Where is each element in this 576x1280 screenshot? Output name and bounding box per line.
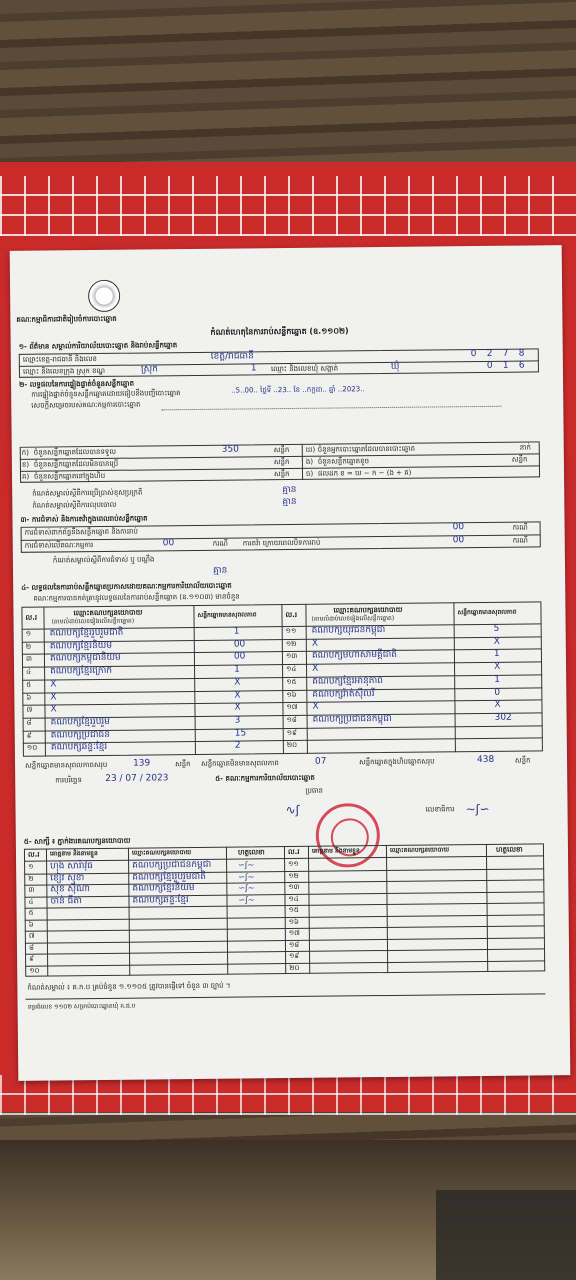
result-row-votes: X <box>494 699 501 711</box>
sec3-row1-value: 00 <box>452 522 465 533</box>
sec3-row1-unit: ករណី <box>512 523 528 532</box>
witness-name: ចាន់ ធីតា <box>50 895 82 907</box>
witness-row-no: ១៤ <box>288 894 299 903</box>
date-value: 23 / 07 / 2023 <box>105 773 169 784</box>
col-party-right: ឈ្មោះគណបក្សនយោបាយ <box>333 605 403 615</box>
result-row-no: ១ <box>25 629 32 638</box>
witness-row-no: ១ <box>28 862 34 871</box>
result-row-votes: 5 <box>493 623 500 634</box>
result-row-votes: X <box>493 636 501 647</box>
divider <box>26 993 546 999</box>
sec2-note1: កំណត់សម្គាល់ស្ដីពីការប្រើប្រាស់ខុសប្រក្រតី <box>32 488 143 498</box>
sec2-line2: សេចក្ដីសម្រេចរបស់គណៈកម្មការបោះឆ្នោត <box>31 400 141 410</box>
sec3-note: កំណត់សម្គាល់ស្ដីពីការជំទាស់ ឬ បណ្ដឹង <box>52 555 155 565</box>
result-row-no: ១២ <box>285 639 297 648</box>
result-row-no: ៤ <box>26 667 32 676</box>
total-valid-value: 139 <box>132 758 151 769</box>
w-col-sign-left: ហត្ថលេខា <box>237 848 265 857</box>
witness-row-no: ៦ <box>28 920 34 929</box>
sec2-row1-unit2: នាក់ <box>519 443 531 452</box>
w-col-party-left: ឈ្មោះគណបក្សនយោបាយ <box>131 849 192 857</box>
secretary-label: លេខាធិការ <box>425 805 455 814</box>
result-row-no: ១១ <box>285 626 297 636</box>
commune-label: ឈ្មោះ និងលេខឃុំ សង្កាត់ <box>270 364 339 374</box>
witness-name: សុខ ស៊ីណា <box>50 884 90 895</box>
cloth-pattern-top <box>0 176 576 236</box>
sec3-note-value: គ្មាន <box>212 565 228 576</box>
result-row-party: គណបក្សប្រជាជនកម្ពុជា <box>312 713 392 725</box>
corner-object <box>436 1190 576 1280</box>
sec2-row3-label: ចំនួនសន្លឹកឆ្នោតនៅក្នុងហិប <box>33 471 106 481</box>
sec3-row2-unit: ករណី <box>212 539 229 548</box>
invalid-value: 07 <box>314 756 327 767</box>
witness-row-no: ១០ <box>29 966 40 975</box>
sec2-row2-key2: ង) <box>305 457 314 466</box>
result-row-party: គណបក្សខ្មែររួបរួម <box>50 716 111 728</box>
sec2-heading: ២- លទ្ធផលនៃការផ្ទៀងផ្ទាត់ចំនួនសន្លឹកឆ្នោត <box>19 379 135 389</box>
result-row-no: ១០ <box>26 743 38 753</box>
district-number: 1 <box>250 363 257 374</box>
w-col-party-right: ឈ្មោះគណបក្សនយោបាយ <box>389 846 450 854</box>
result-row-party: គណបក្សខ្មែរនិយម <box>49 640 113 652</box>
witness-party: គណបក្សខ្មែរនិយម <box>132 883 195 894</box>
w-col-sign-right: ហត្ថលេខា <box>495 845 523 854</box>
result-row-no: ៨ <box>26 718 32 727</box>
sec4-heading: ៤- លទ្ធផលនៃការរាប់សន្លឹកឆ្នោតប្រកាសដោយគណៈកម្មការការិយាល័យបោះឆ្នោត <box>21 581 232 592</box>
secretary-signature: ~ʃ∽ <box>465 801 490 817</box>
result-row-no: ១៨ <box>286 715 297 724</box>
sec2-row1-label2: ចំនួនអ្នកបោះឆ្នោតដែលបានបោះឆ្នោត <box>317 444 416 454</box>
witness-row-no: ៥ <box>28 908 34 917</box>
sum-unit: សន្លឹក <box>514 756 531 765</box>
result-row-party: គណបក្សមហាសាមគ្គីជាតិ <box>311 650 398 662</box>
result-row-votes: X <box>234 677 241 688</box>
witness-row-no: ១៧ <box>288 928 300 938</box>
witness-row-no: ៣ <box>28 885 35 894</box>
result-row-votes: 3 <box>234 715 241 726</box>
sec2-row1-unit: សន្លឹក <box>273 445 290 455</box>
col-votes-left: សន្លឹកឆ្នោតមានសុពលភាព <box>197 611 257 619</box>
result-row-votes: 1 <box>234 664 240 675</box>
witness-row-no: ២ <box>28 874 34 883</box>
province-code-1: 0 <box>470 349 477 360</box>
commission-sign-label: ៥- គណៈកម្មការការិយាល័យបោះឆ្នោត <box>215 773 315 783</box>
sec2-row2-unit: សន្លឹក <box>273 457 290 467</box>
witness-name: ហុង សារ៉ាវុធ <box>50 861 94 872</box>
col-votes-right: សន្លឹកឆ្នោតមានសុពលភាព <box>457 608 517 617</box>
result-row-party: X <box>312 701 319 712</box>
sec2-row2-key: ខ) <box>21 460 30 469</box>
province-label: ឈ្មោះខេត្ត-រាជធានី និងលេខ <box>22 355 97 364</box>
result-row-no: ១៧ <box>286 703 298 712</box>
witness-name: ខៀវ សុខា <box>50 872 85 884</box>
sec3-row2-mid: ការតវ៉ា ក្រោយពេលបិទការរាប់ <box>242 538 321 548</box>
nec-logo-icon <box>88 280 120 312</box>
commune-code-1: 0 <box>486 360 493 371</box>
result-row-votes: 00 <box>233 639 246 650</box>
sec2-row1-value: 350 <box>221 444 240 455</box>
result-row-votes: X <box>234 690 241 701</box>
sec2-line1: ការផ្ទៀងផ្ទាត់ចំនួនសន្លឹកឆ្នោតដោយធៀបនឹងបញ្ជីបោះឆ្នោត <box>31 389 181 399</box>
province-code-4: 8 <box>518 348 525 359</box>
result-row-votes: 1 <box>493 649 500 660</box>
col-no-left: ល.រ <box>25 613 38 622</box>
result-row-votes: 302 <box>494 712 512 723</box>
result-row-party: គណបក្សខ្មែរអានុភាព <box>312 675 384 687</box>
result-row-votes: 1 <box>494 674 500 685</box>
result-row-votes: 15 <box>234 728 247 739</box>
result-row-no: ៣ <box>25 655 32 664</box>
result-row-party: គណបក្សប្រជាជន <box>50 729 110 741</box>
result-row-party: គណបក្សយុវជនកម្ពុជា <box>311 625 386 636</box>
date-label: ការបរិច្ឆេទ <box>55 776 82 785</box>
sum-value: 438 <box>476 754 495 766</box>
sec2-row3-label2: ផលដក ខ = ឃ − ក − (ង + គ) <box>317 468 412 478</box>
org-header: គណៈកម្មាធិការជាតិរៀបចំការបោះឆ្នោត <box>16 314 117 324</box>
result-row-no: ១៦ <box>286 690 297 699</box>
w-col-no-right: ល.រ <box>287 847 300 857</box>
sec2-row2-label: ចំនួនសន្លឹកឆ្នោតដែលមិនបានប្រើ <box>33 459 119 469</box>
sec3-row2-value: 00 <box>162 538 175 549</box>
sec3-row2-value2: 00 <box>452 535 465 546</box>
result-row-votes: 2 <box>234 740 241 751</box>
witness-row-no: ៧ <box>28 931 35 940</box>
sec2-date: ..5..00.. ថ្ងៃទី ..23.. ខែ ..កក្កដា.. ឆ្នាំ ..2023.. <box>231 385 365 395</box>
total-valid-label: សន្លឹកឆ្នោតមានសុពលភាពសរុប <box>25 760 108 770</box>
result-row-party: គណបក្សខ្មែរក្រោក <box>50 665 113 677</box>
result-row-party: X <box>50 679 57 690</box>
cloth-pattern-bottom <box>0 1075 576 1115</box>
witness-row-no: ៤ <box>28 897 34 906</box>
president-signature: ∿ʃ <box>285 802 300 818</box>
result-row-no: ៥ <box>26 680 32 689</box>
commune-code-3: 6 <box>518 360 525 371</box>
w-col-name-left: គោត្តនាម និងនាមខ្លួន <box>49 850 98 858</box>
sec5-heading: ៥- សាក្សី ៖ ភ្នាក់ងារគណបក្សនយោបាយ <box>23 836 131 846</box>
sec2-note2-value: គ្មាន <box>282 496 297 508</box>
result-row-party: គណបក្សឆន្ទៈខ្មែរ <box>50 742 108 753</box>
sec2-note2: កំណត់សម្គាល់ស្ដីពីការលុបចោល <box>32 500 117 510</box>
result-row-no: ១៥ <box>286 677 297 686</box>
result-row-party: គណបក្សខ្មែររួបរួមជាតិ <box>49 627 124 639</box>
sec2-note1-value: គ្មាន <box>282 484 297 496</box>
result-row-no: ៦ <box>26 693 32 702</box>
result-row-party: X <box>50 704 57 715</box>
witness-party: គណបក្សប្រជាជនកម្ពុជា <box>132 859 212 871</box>
w-col-no-left: ល.រ <box>27 850 40 859</box>
district-label: ឈ្មោះ និងលេខក្រុង ស្រុក ខណ្ឌ <box>22 366 106 376</box>
witness-row-no: ១៥ <box>288 905 299 915</box>
witness-row-no: ៩ <box>29 954 35 963</box>
witness-signature: ∽ʃ~ <box>238 883 255 893</box>
sec5-footnote: កំណត់សម្គាល់ ៖ គ.ក.ប គ្រប់ចំនួន ១.១១០៥ ត្រូវបានផ្ញើទៅ ចំនួន ៣ ច្បាប់ ។ <box>27 981 231 992</box>
result-row-no: ២ <box>25 642 32 651</box>
district-value: ស្រុក <box>140 364 158 375</box>
province-value: ខេត្ត/រាជធានី <box>210 351 254 362</box>
president-label: ប្រធាន <box>305 786 324 795</box>
witness-signature: ∽ʃ~ <box>238 871 255 882</box>
result-row-votes: 00 <box>233 651 246 662</box>
witness-row-no: ១៩ <box>289 951 300 961</box>
result-row-party: គណបក្សកម្ពុជានិយម <box>49 653 121 664</box>
form-title: កំណត់ហេតុនៃការរាប់សន្លឹកឆ្នោត (ឧ.១១០២) <box>210 326 349 337</box>
sec3-row2-unit2: ករណី <box>512 536 528 545</box>
result-row-no: ៩ <box>26 731 32 740</box>
sec3-row1-label: ការជំទាស់ពាក់ព័ន្ធនឹងសន្លឹកឆ្នោត និងការរាប់ <box>24 527 138 537</box>
witness-signature: ∽ʃ~ <box>238 894 255 905</box>
result-row-no: ២០ <box>286 741 298 750</box>
witness-signature: ∽ʃ~ <box>238 860 255 870</box>
witness-row-no: ១១ <box>288 859 299 869</box>
sec2-row1-key2: ឃ) <box>305 445 316 454</box>
form-footer: ទម្រង់លេខ ១១០២ សម្រាប់បោះឆ្នោតឃុំ គ.ជ.ប <box>27 1002 136 1011</box>
result-row-party: X <box>312 663 319 674</box>
witness-row-no: ១២ <box>288 871 299 880</box>
sec2-row3-key: គ) <box>21 472 30 481</box>
col-party-sub-left: (តាមលំដាប់លេខរៀងលើសន្លឹកឆ្នោត) <box>51 617 135 626</box>
sec4-intro: គណៈកម្មការបានកត់ត្រានូវលទ្ធផលនៃការរាប់សន្លឹកឆ្នោត (ឧ.១១០៣) មានចំនួន <box>33 592 240 603</box>
result-row-votes: 1 <box>233 626 240 637</box>
result-row-party: គណបក្សរ៉ាត់ស៊ីលវី <box>312 688 375 700</box>
ballot-count-form <box>10 245 571 1081</box>
sec3-heading: ៣- ការជំទាស់ និងការតវ៉ាក្នុងពេលរាប់សន្លឹកឆ្នោត <box>20 514 148 524</box>
witness-row-no: ១៦ <box>288 917 300 926</box>
result-row-votes: 0 <box>494 687 501 698</box>
sec2-row3-key2: ច) <box>305 469 314 478</box>
result-row-no: ១៩ <box>286 728 298 737</box>
sec1-heading: ១- ព័ត៌មាន សម្គាល់ការិយាល័យបោះឆ្នោត និងរាប់សន្លឹកឆ្នោត <box>18 341 178 351</box>
total-valid-unit: សន្លឹក <box>175 760 191 769</box>
witness-row-no: ១៨ <box>288 940 300 949</box>
witness-row-no: ៨ <box>28 943 34 952</box>
witness-row-no: ១៣ <box>288 882 300 892</box>
sec2-row1-label: ចំនួនសន្លឹកឆ្នោតដែលបានទទួល <box>33 447 117 457</box>
sec3-row2-label: ការជំទាស់លើគណៈកម្មការ <box>24 541 94 550</box>
sec2-row2-label2: ចំនួនសន្លឹកឆ្នោតខូច <box>317 457 370 466</box>
result-row-no: ១៤ <box>286 665 297 674</box>
result-row-no: ៧ <box>26 705 33 714</box>
province-code-3: 7 <box>502 348 509 359</box>
sec2-row3-unit: សន្លឹក <box>273 469 290 479</box>
result-row-votes: X <box>234 702 241 713</box>
result-row-party: X <box>50 691 57 703</box>
sec2-row1-key: ក) <box>21 448 30 457</box>
commune-value: ឃុំ <box>390 361 400 372</box>
province-code-2: 2 <box>486 348 493 359</box>
witness-party: គណបក្សខ្មែររួបរួមជាតិ <box>132 871 206 883</box>
commune-code-2: 1 <box>502 360 509 371</box>
sum-label: សន្លឹកឆ្នោតក្នុងហិបឆ្នោតសរុប <box>359 757 435 767</box>
result-row-votes: X <box>494 661 501 672</box>
result-row-party: X <box>311 638 319 649</box>
col-party-left: ឈ្មោះគណបក្សនយោបាយ <box>73 608 143 618</box>
witness-row-no: ២០ <box>289 963 300 972</box>
invalid-label: សន្លឹកឆ្នោតមិនមានសុពលភាព <box>201 759 279 768</box>
col-no-right: ល.រ <box>285 610 298 620</box>
result-row-no: ១៣ <box>285 652 298 661</box>
w-col-name-right: គោត្តនាម និងនាមខ្លួន <box>311 847 360 855</box>
sec2-row2-unit2: សន្លឹក <box>511 455 528 464</box>
witness-party: គណបក្សឆន្ទៈខ្មែរ <box>132 894 189 906</box>
dotted-line <box>161 406 501 411</box>
col-party-sub-right: (តាមលំដាប់លេខរៀងលើសន្លឹកឆ្នោត) <box>311 614 395 623</box>
